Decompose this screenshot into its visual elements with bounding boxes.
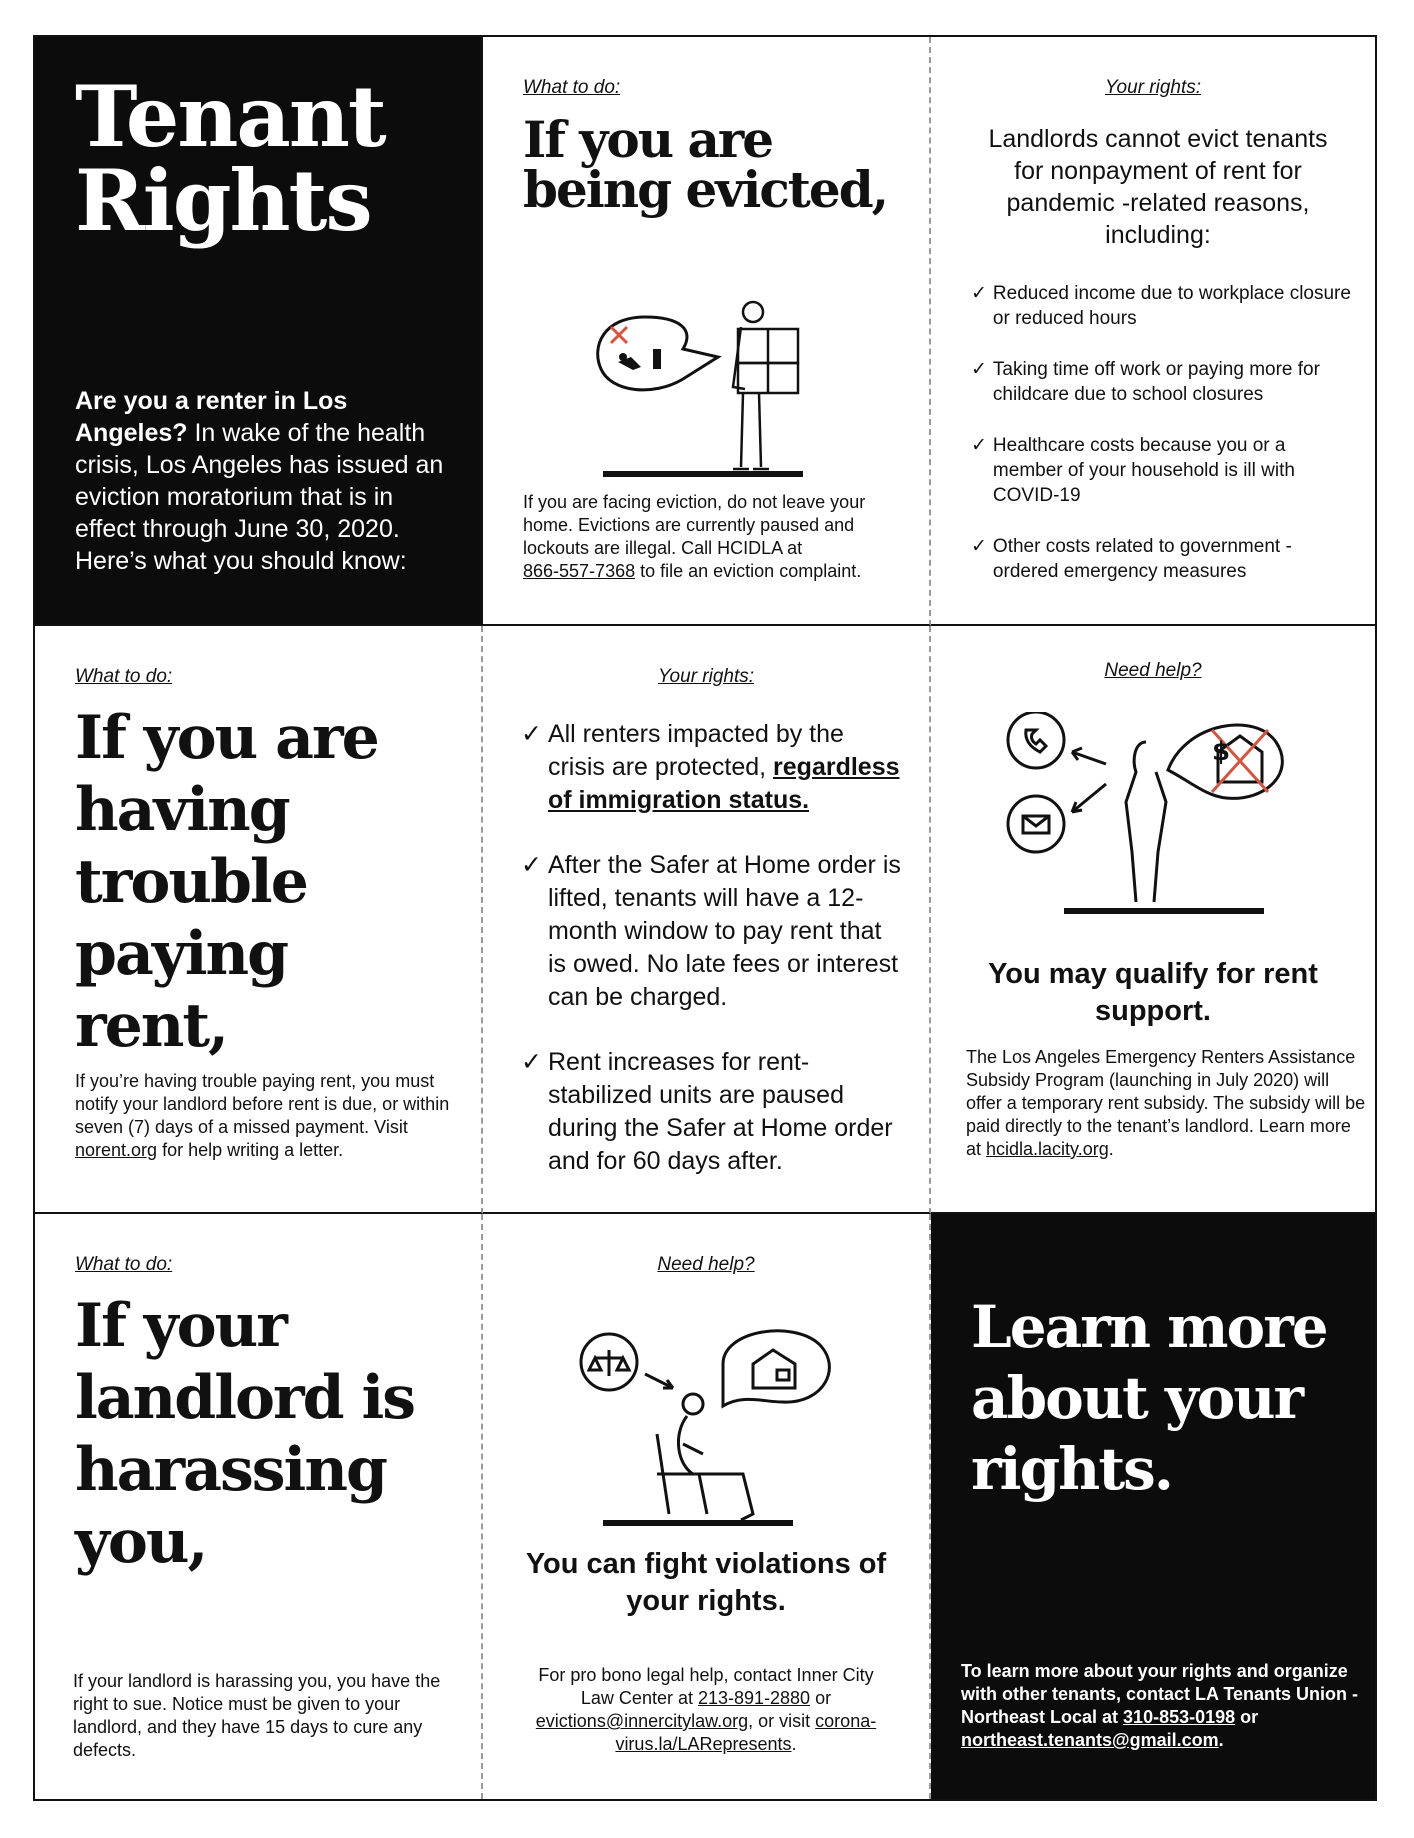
list-item: ✓ Healthcare costs because you or a member of your household is ill with COVID-19: [971, 435, 1295, 506]
list-item: ✓ All renters impacted by the crisis are protected, regardless of immigration status.: [521, 718, 901, 817]
trouble-heading: If you are having trouble paying rent,: [75, 703, 378, 1061]
person-carrying-boxes-icon: [583, 287, 823, 507]
learn-heading: Learn more about your rights.: [971, 1293, 1327, 1503]
evicted-label: What to do:: [523, 77, 621, 98]
check-icon: ✓: [521, 1048, 542, 1076]
rights1-label: Your rights:: [1104, 77, 1202, 98]
list-item: ✓ Other costs related to government -ordered emergency measures: [971, 536, 1292, 582]
learn-more-panel: [931, 1214, 1375, 1799]
larepresents-link[interactable]: corona-virus.la/LARepresents: [615, 1711, 877, 1754]
help2-label: Need help?: [657, 1254, 755, 1275]
hcidla-phone-link[interactable]: 866-557-7368: [523, 561, 636, 581]
title-line-2: Rights: [75, 151, 371, 250]
harass-panel: [35, 1214, 483, 1799]
title-line-1: Tenant: [75, 67, 385, 166]
iclc-phone-link[interactable]: 213-891-2880: [697, 1688, 811, 1708]
help1-label: Need help?: [1104, 660, 1202, 681]
intro-body: In wake of the health crisis, Los Angeles has issued an eviction moratorium that is in effect through June 30, 2020. Here’s what you should know:: [75, 419, 444, 575]
learn-body: To learn more about your rights and organize with other tenants, contact LA Tenants Union - Northeast Local at 310-853-0198 or northeast.tenants@gmail.com.: [961, 1661, 1359, 1750]
harass-label: What to do:: [75, 1254, 173, 1275]
rights-panel-2: [483, 626, 931, 1214]
harass-heading: If your landlord is harassing you,: [75, 1291, 415, 1577]
latu-phone-link[interactable]: 310-853-0198: [1123, 1707, 1236, 1727]
check-icon: ✓: [971, 536, 987, 557]
rights1-intro: Landlords cannot evict tenants for nonpayment of rent for pandemic -related reasons, including:: [988, 125, 1328, 249]
intro-text: [75, 385, 455, 577]
latu-email-link[interactable]: northeast.tenants@gmail.com: [961, 1730, 1219, 1750]
list-item: ✓ After the Safer at Home order is lifted, tenants will have a 12-month window to pay rent that is owed. No late fees or interest can be charged.: [521, 849, 901, 1014]
help2-heading: You can fight violations of your rights.: [525, 1548, 887, 1617]
trouble-panel: [35, 626, 483, 1214]
hcidla-link[interactable]: hcidla.lacity.org: [986, 1139, 1109, 1159]
evicted-heading: If you are being evicted,: [523, 110, 888, 219]
flyer-grid: [33, 35, 1377, 1801]
flyer-title: [75, 67, 385, 250]
evicted-panel: [483, 37, 931, 626]
check-icon: ✓: [521, 720, 542, 748]
list-item: ✓ Taking time off work or paying more for childcare due to school closures: [971, 359, 1320, 405]
list-item: ✓ Reduced income due to workplace closure or reduced hours: [971, 283, 1351, 329]
check-icon: ✓: [971, 359, 987, 380]
harass-body: If your landlord is harassing you, you have the right to sue. Notice must be given to your landlord, and they have 15 days to cure any defects.: [73, 1671, 441, 1760]
trouble-body: If you’re having trouble paying rent, you must notify your landlord before rent is due, or within seven (7) days of a missed payment. Visit norent.org for help writing a letter.: [75, 1071, 450, 1160]
iclc-email-link[interactable]: evictions@innercitylaw.org: [535, 1711, 749, 1731]
help-panel-2: [483, 1214, 931, 1799]
rights1-list: [971, 281, 1351, 584]
seated-woman-icon: [573, 1324, 853, 1534]
rights2-label: Your rights:: [657, 666, 755, 687]
evicted-body: If you are facing eviction, do not leave your home. Evictions are currently paused and lockouts are illegal. Call HCIDLA at 866-557-7368 to file an eviction complaint.: [523, 492, 866, 581]
check-icon: ✓: [971, 283, 987, 304]
rights2-list: [521, 718, 901, 1178]
woman-with-phone-icon: [1006, 712, 1306, 942]
list-item: ✓ Rent increases for rent-stabilized units are paused during the Safer at Home order and for 60 days after.: [521, 1046, 901, 1178]
check-icon: ✓: [971, 435, 987, 456]
help1-body: The Los Angeles Emergency Renters Assistance Subsidy Program (launching in July 2020) will offer a temporary rent subsidy. The subsidy will be paid directly to the tenant’s landlord. Learn more at hcidla.lacity.org.: [966, 1047, 1366, 1159]
help-panel-1: [931, 626, 1375, 1214]
svg-text:$: $: [1212, 737, 1231, 767]
intro-panel: [35, 37, 483, 626]
check-icon: ✓: [521, 851, 542, 879]
trouble-label: What to do:: [75, 666, 173, 687]
help2-body: For pro bono legal help, contact Inner City Law Center at 213-891-2880 or evictions@innercitylaw.org, or visit corona-virus.la/LARepresents.: [535, 1665, 877, 1754]
norent-link[interactable]: norent.org: [75, 1140, 158, 1160]
help1-heading: You may qualify for rent support.: [988, 958, 1318, 1027]
rights-panel-1: [931, 37, 1375, 626]
intro-question: Are you a renter in Los Angeles?: [75, 387, 348, 447]
